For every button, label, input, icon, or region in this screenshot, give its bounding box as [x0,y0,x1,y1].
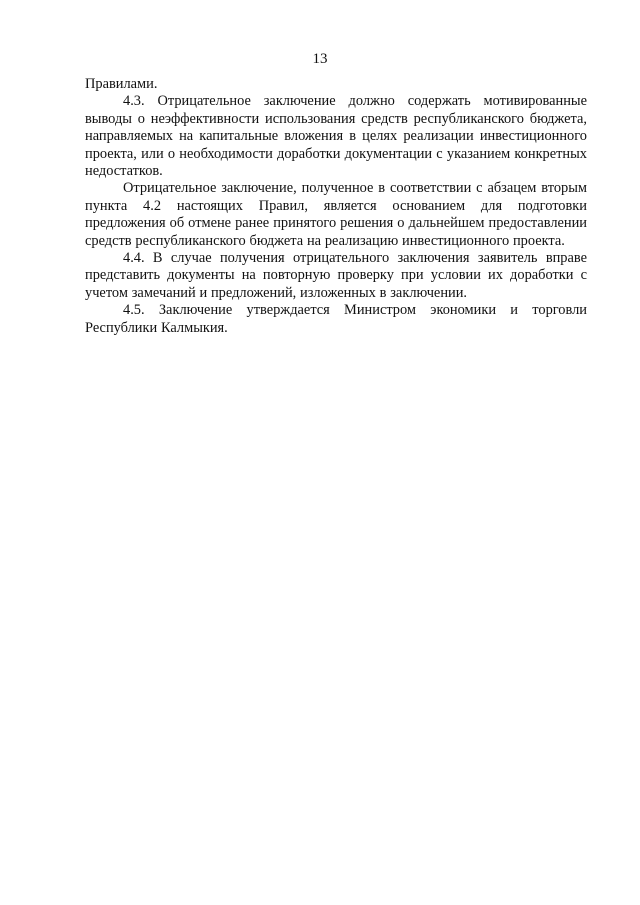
page-number: 13 [312,51,328,67]
paragraph-continuation: Правилами. [85,76,158,92]
paragraph-negative-conclusion: Отрицательное заключение, полученное в соответствии с абзацем вторым пункта 4.2 настоящих Правил, является основанием для подготовки предложения об отмене ранее принятого решения о дальнейшем предоставлении средств республиканского бюджета на реализацию инвестиционного проекта. [85,180,587,249]
paragraph-4-4: 4.4. В случае получения отрицательного заключения заявитель вправе представить документы на повторную проверку при условии их доработки с учетом замечаний и предложений, изложенных в заключении. [85,250,587,301]
paragraph-4-5: 4.5. Заключение утверждается Министром экономики и торговли Республики Калмыкия. [85,302,587,336]
paragraph-4-3: 4.3. Отрицательное заключение должно содержать мотивированные выводы о неэффективности использования средств республиканского бюджета, направляемых на капитальные вложения в целях реализации инвестиционного проекта, или о необходимости доработки документации с указанием конкретных недостатков. [85,93,587,180]
document-body [85,76,587,337]
